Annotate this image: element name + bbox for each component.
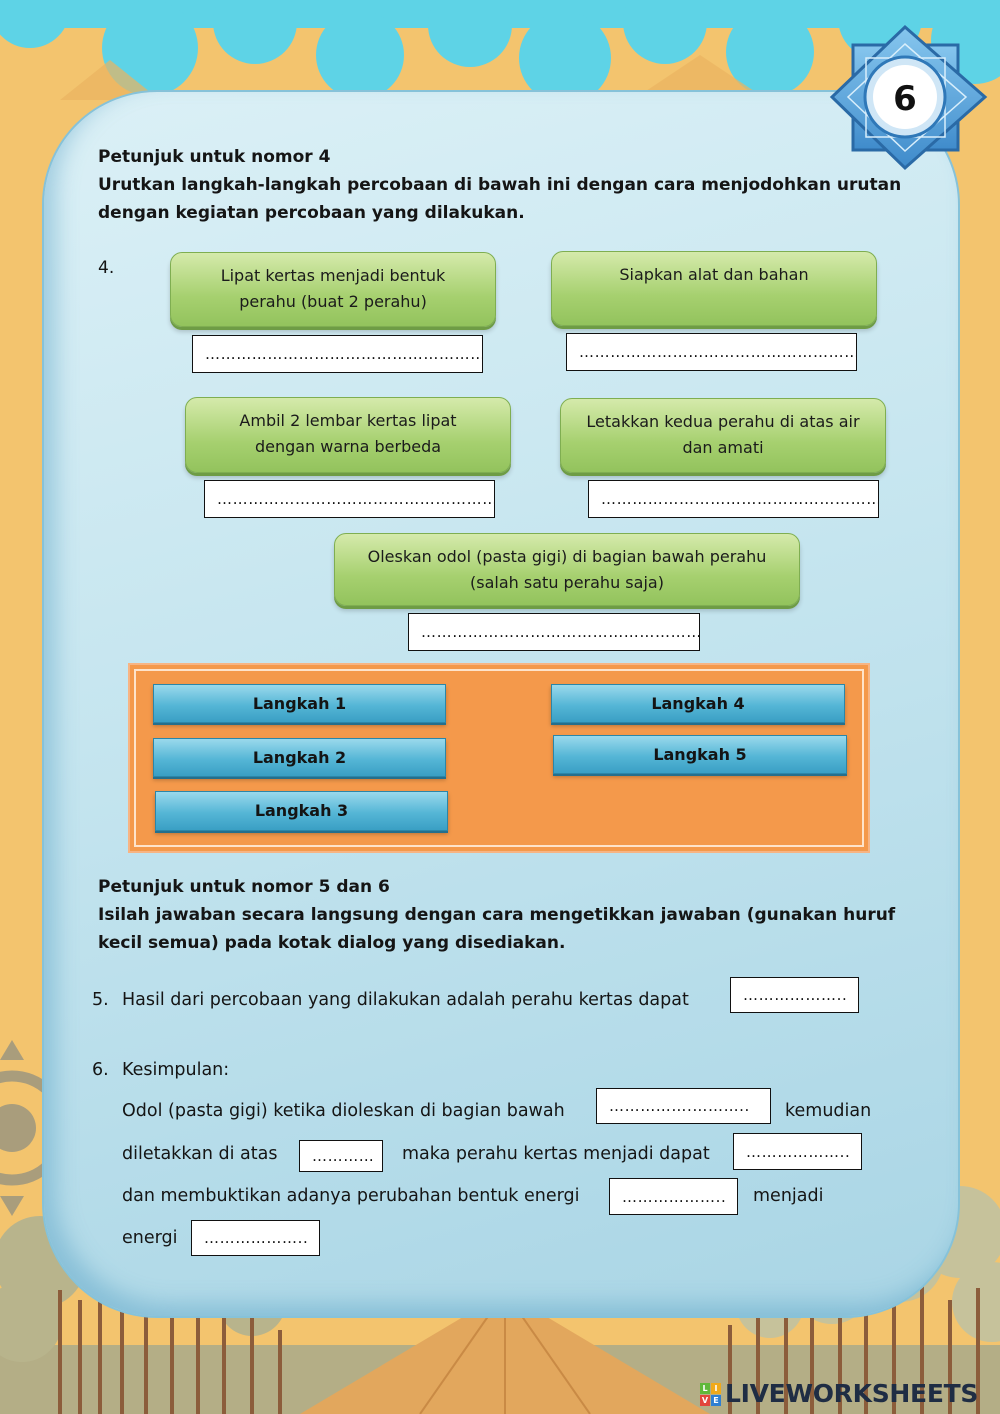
activity-text-line: perahu (buat 2 perahu) [239,292,427,311]
answer-field-q6-5[interactable] [191,1220,320,1256]
logo-letter: I [711,1383,721,1394]
logo-letter: L [700,1383,710,1394]
q6-line2-mid: maka perahu kertas menjadi dapat [402,1144,710,1164]
answer-field-q6-1[interactable] [596,1088,771,1124]
page-number: 6 [893,79,917,119]
q6-line4-text: energi [122,1228,178,1248]
instruction-line: Isilah jawaban secara langsung dengan cara mengetikkan jawaban (gunakan huruf [98,905,896,925]
question-5-text: Hasil dari percobaan yang dilakukan adalah perahu kertas dapat [122,990,689,1010]
q6-line3-after: menjadi [753,1186,824,1206]
question-number-4: 4. [98,258,115,278]
answer-field-q6-2[interactable] [299,1140,383,1172]
step-chip-3[interactable]: Langkah 3 [155,791,448,831]
q6-line1-text: Odol (pasta gigi) ketika dioleskan di bagian bawah [122,1101,565,1121]
logo-letter: V [701,1396,709,1405]
liveworksheets-logo-icon [700,1383,722,1407]
activity-text-line: dengan warna berbeda [254,437,442,456]
logo-letter: E [711,1395,721,1406]
instruction-line: dengan kegiatan percobaan yang dilakukan. [98,203,525,223]
activity-card-prepare-tools [551,251,877,326]
activity-card-apply-toothpaste [334,533,800,606]
activity-text-line: Lipat kertas menjadi bentuk [220,266,446,285]
activity-card-fold-paper [170,252,496,327]
question-6-title: Kesimpulan: [122,1060,230,1080]
question-number-5: 5. [92,990,109,1010]
q6-line1-after: kemudian [785,1101,872,1121]
answer-field-take-paper[interactable] [204,480,495,518]
activity-card-take-paper [185,397,511,473]
instruction-title: Petunjuk untuk nomor 5 dan 6 [98,877,390,897]
answer-field-fold-paper[interactable] [192,335,483,373]
instructions-q4 [98,143,901,227]
activity-text-line: dan amati [682,438,764,457]
activity-text-line: Oleskan odol (pasta gigi) di bagian bawah perahu [367,547,767,566]
answer-field-q6-4[interactable] [609,1178,738,1215]
answer-field-place-boats[interactable] [588,480,879,518]
activity-text-line: Letakkan kedua perahu di atas air [586,412,860,431]
answer-field-q6-3[interactable] [733,1133,862,1170]
q6-line2-text: diletakkan di atas [122,1144,278,1164]
instruction-title: Petunjuk untuk nomor 4 [98,147,331,167]
step-chip-4[interactable]: Langkah 4 [551,684,845,723]
answer-field-apply-toothpaste[interactable] [408,613,700,651]
instruction-line: kecil semua) pada kotak dialog yang disediakan. [98,933,566,953]
q6-line3-text: dan membuktikan adanya perubahan bentuk energi [122,1186,580,1206]
step-chip-2[interactable]: Langkah 2 [153,738,446,777]
activity-text-line: Ambil 2 lembar kertas lipat [239,411,457,430]
instruction-line: Urutkan langkah-langkah percobaan di bawah ini dengan cara menjodohkan urutan [98,175,902,195]
instructions-q5-q6 [98,873,895,957]
answer-field-prepare-tools[interactable] [566,333,857,371]
answer-field-q5[interactable] [730,977,859,1013]
activity-text-line: Siapkan alat dan bahan [619,265,809,284]
step-chip-5[interactable]: Langkah 5 [553,735,847,774]
question-number-6: 6. [92,1060,109,1080]
liveworksheets-logo-text: LIVEWORKSHEETS [725,1379,979,1408]
step-chip-1[interactable]: Langkah 1 [153,684,446,723]
activity-card-place-boats [560,398,886,473]
activity-text-line: (salah satu perahu saja) [470,573,664,592]
